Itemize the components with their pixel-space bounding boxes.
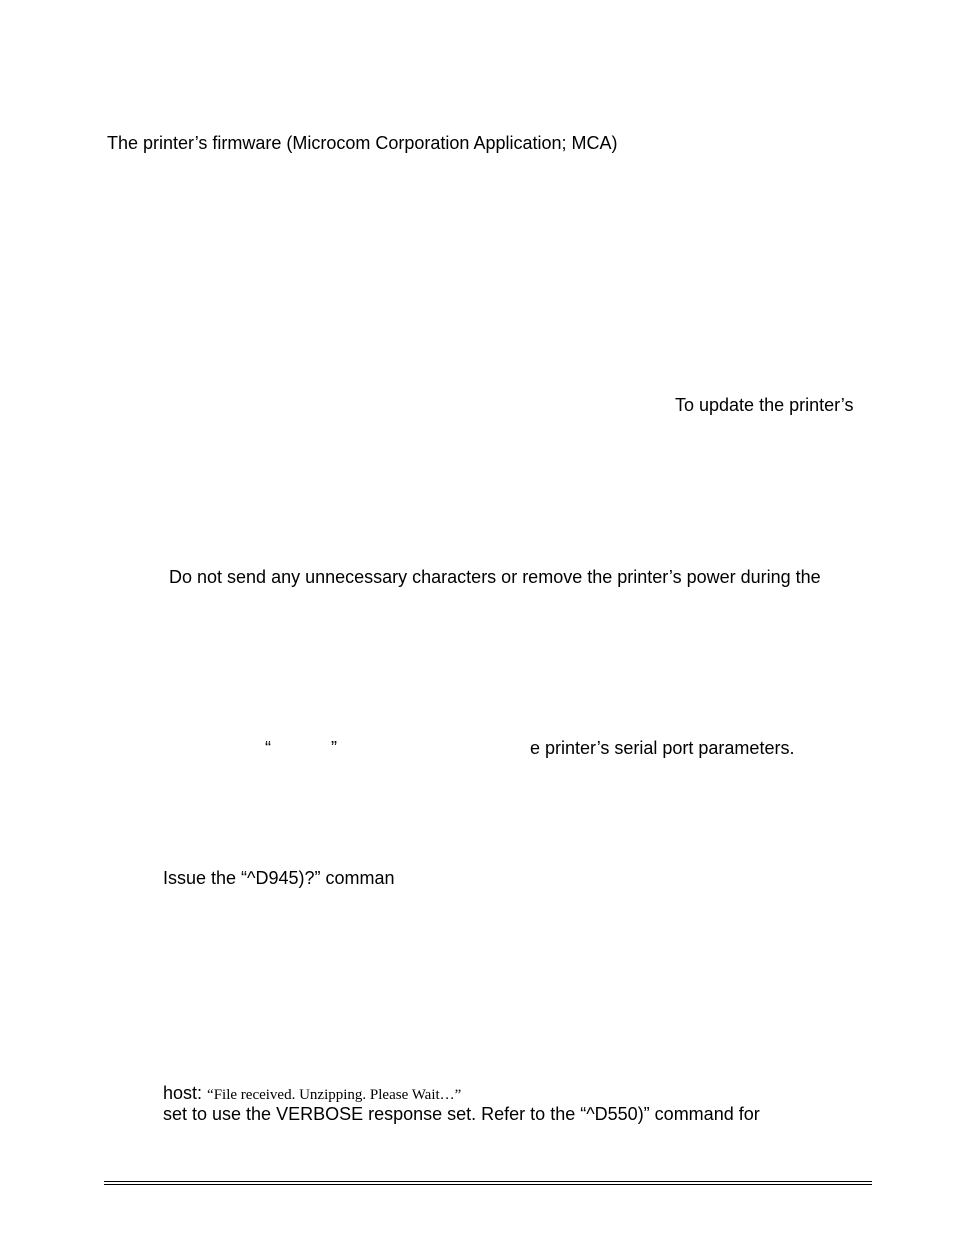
update-intro-text: To update the printer’s <box>675 395 854 415</box>
footer-rule-bottom <box>104 1184 872 1185</box>
footer-rule-top <box>104 1181 872 1182</box>
verbose-note-text: set to use the VERBOSE response set. Refer to the “^D550)” command for <box>163 1104 760 1124</box>
close-quote-text: ” <box>331 738 337 758</box>
firmware-intro-text: The printer’s firmware (Microcom Corporation Application; MCA) <box>107 133 618 153</box>
open-quote-text: “ <box>265 738 271 758</box>
serial-port-text: e printer’s serial port parameters. <box>530 738 795 758</box>
host-message: “File received. Unzipping. Please Wait…” <box>207 1087 462 1103</box>
host-line <box>163 1083 461 1105</box>
issue-command-text: Issue the “^D945)?” comman <box>163 868 395 888</box>
warning-text: Do not send any unnecessary characters or remove the printer’s power during the <box>169 567 821 587</box>
host-label: host: <box>163 1083 203 1103</box>
